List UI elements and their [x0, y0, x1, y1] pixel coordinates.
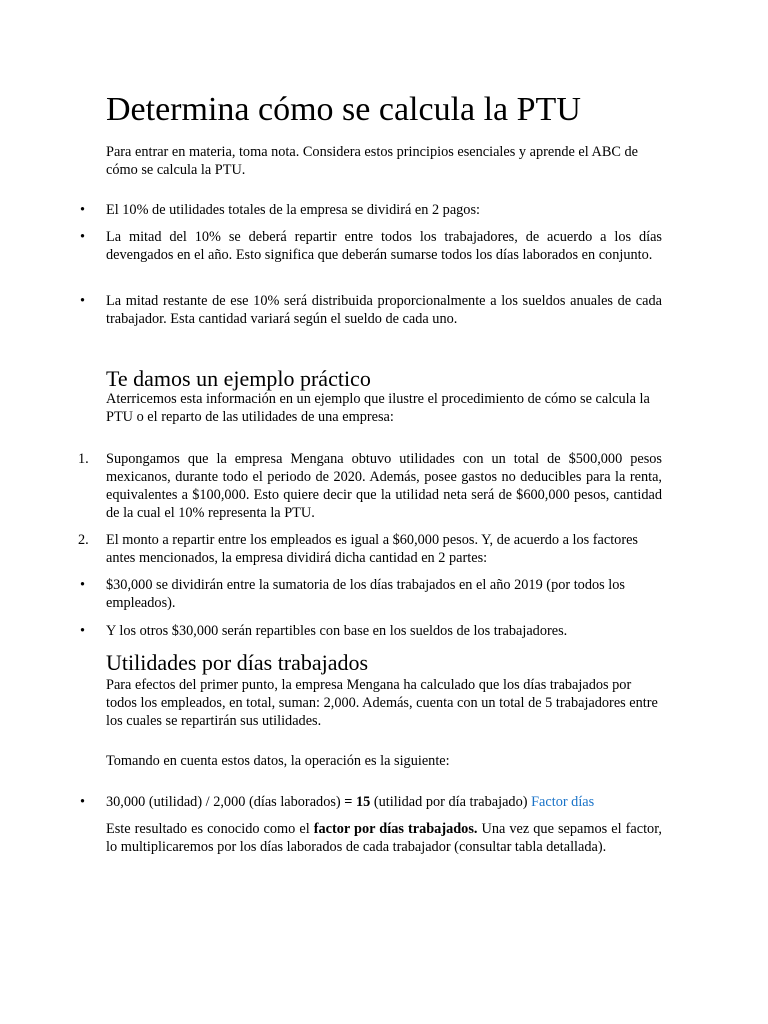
step-number: 1.: [78, 451, 89, 467]
bullet-marker: •: [80, 577, 86, 593]
example-part: [80, 622, 662, 640]
step-text: Supongamos que la empresa Mengana obtuvo utilidades con un total de $500,000 pesos mexicanos, durante todo el periodo de 2020. Además, posee gastos no deducibles para la renta, equivalentes a $100,000. Esto quiere decir que la utilidad neta será de $600,000 pesos, cantidad de la cual el 10% representa la PTU.: [106, 451, 662, 521]
example-intro: Aterricemos esta información en un ejemplo que ilustre el procedimiento de cómo se calcula la PTU o el reparto de las utilidades de una empresa:: [106, 391, 650, 425]
result-paragraph: [106, 820, 662, 856]
principle-text: El 10% de utilidades totales de la empresa se dividirá en 2 pagos:: [106, 202, 480, 218]
example-heading: Te damos un ejemplo práctico: [106, 366, 371, 391]
formula-prefix: 30,000 (utilidad) / 2,000 (días laborados): [106, 794, 345, 810]
formula-result: = 15: [344, 794, 371, 810]
step-text: El monto a repartir entre los empleados es igual a $60,000 pesos. Y, de acuerdo a los factores antes mencionados, la empresa dividirá dicha cantidad en 2 partes:: [106, 532, 638, 566]
example-step: [78, 531, 662, 567]
bullet-marker: •: [80, 623, 86, 639]
bullet-marker: •: [80, 202, 86, 218]
page-title: Determina cómo se calcula la PTU: [106, 91, 581, 128]
step-number: 2.: [78, 532, 89, 548]
formula-suffix: (utilidad por día trabajado): [370, 794, 532, 810]
intro-paragraph: Para entrar en materia, toma nota. Considera estos principios esenciales y aprende el ABC de cómo se calcula la PTU.: [106, 144, 638, 178]
part-text: Y los otros $30,000 serán repartibles con base en los sueldos de los trabajadores.: [106, 623, 568, 639]
result-suffix: Una vez que sepamos el factor, lo multiplicaremos por los días laborados de cada trabajador (consultar tabla detallada).: [106, 821, 662, 855]
bullet-marker: •: [80, 794, 86, 810]
principle-text: La mitad del 10% se deberá repartir entre todos los trabajadores, de acuerdo a los días devengados en el año. Esto significa que deberán sumarse todos los días laborados en conjunto.: [106, 229, 662, 263]
formula-item: [80, 793, 662, 811]
factor-dias-link[interactable]: Factor días: [531, 794, 595, 810]
principle-item: [80, 201, 662, 219]
bullet-marker: •: [80, 293, 86, 309]
part-text: $30,000 se dividirán entre la sumatoria de los días trabajados en el año 2019 (por todos los empleados).: [106, 577, 625, 611]
factor-term: factor por días trabajados.: [313, 821, 478, 837]
result-prefix: Este resultado es conocido como el: [106, 821, 314, 837]
days-heading: Utilidades por días trabajados: [106, 650, 369, 675]
example-step: [78, 450, 662, 522]
principle-text: La mitad restante de ese 10% será distribuida proporcionalmente a los sueldos anuales de cada trabajador. Esta cantidad variará según el sueldo de cada uno.: [106, 293, 662, 327]
example-part: [80, 576, 662, 612]
bullet-marker: •: [80, 229, 86, 245]
principle-item: [80, 228, 662, 264]
operation-intro: Tomando en cuenta estos datos, la operación es la siguiente:: [106, 753, 450, 769]
principle-item: [80, 292, 662, 328]
days-intro: Para efectos del primer punto, la empresa Mengana ha calculado que los días trabajados por todos los empleados, en total, suman: 2,000. Además, cuenta con un total de 5 trabajadores entre los cuales se repartirán sus utilidades.: [106, 677, 658, 729]
